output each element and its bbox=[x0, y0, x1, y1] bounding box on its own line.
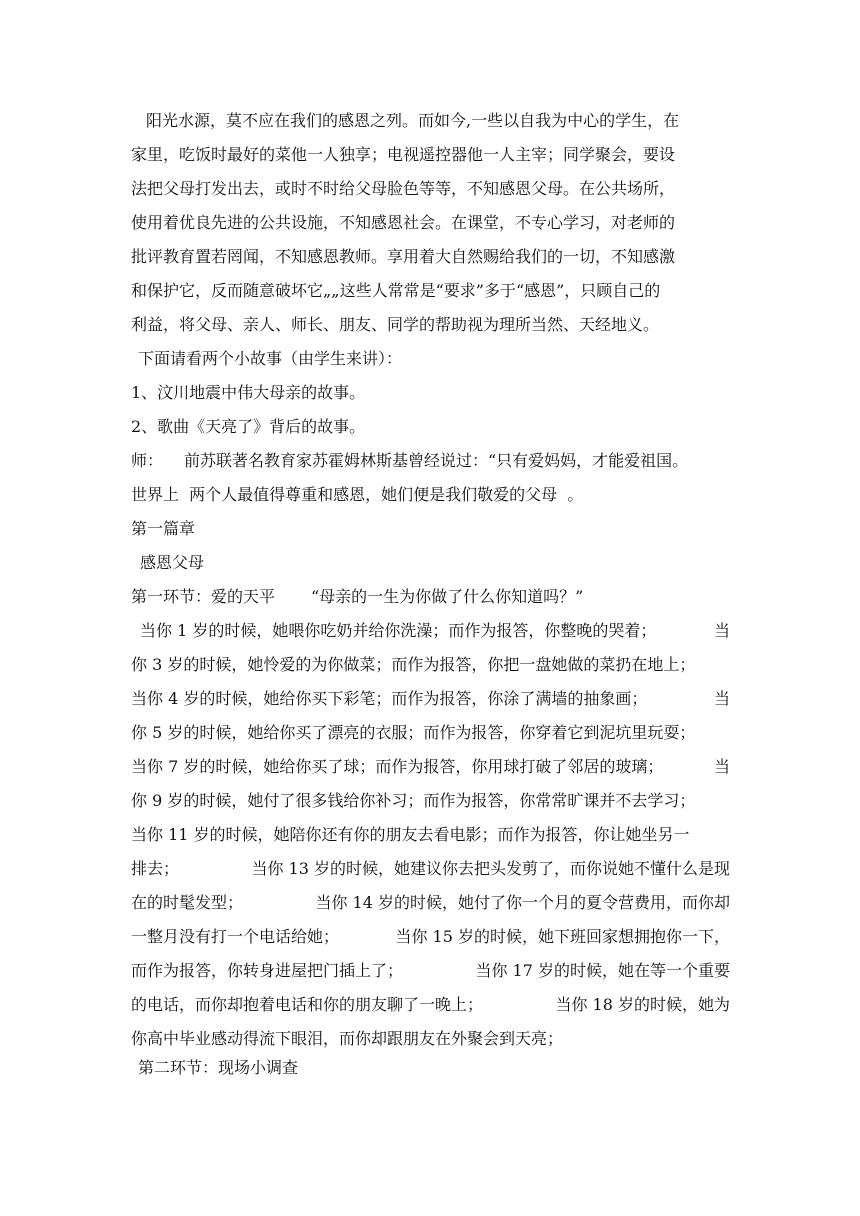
text-line: 在的时髦发型； 当你 14 岁的时候，她付了你一个月的夏令营费用，而你却 bbox=[131, 893, 730, 912]
section-2-label: 第二环节：现场小调查 bbox=[138, 1058, 299, 1077]
text-line: 当你 7 岁的时候，她给你买了球；而作为报答，你用球打破了邻居的玻璃； 当 bbox=[131, 757, 730, 776]
text-line: 排去； 当你 13 岁的时候，她建议你去把头发剪了，而你说她不懂什么是现 bbox=[131, 859, 730, 878]
section-1-question: “母亲的一生为你做了什么你知道吗？” bbox=[311, 587, 584, 606]
story-item-1: 1、汶川地震中伟大母亲的故事。 bbox=[131, 383, 366, 402]
text-line: 批评教育置若罔闻，不知感恩教师。享用着大自然赐给我们的一切，不知感激 bbox=[131, 247, 676, 266]
text-line: 你 3 岁的时候，她怜爱的为你做菜；而作为报答，你把一盘她做的菜扔在地上； bbox=[131, 655, 696, 674]
text-line: 利益，将父母、亲人、师长、朋友、同学的帮助视为理所当然、天经地义。 bbox=[131, 315, 660, 334]
text-line: 家里，吃饭时最好的菜他一人独享；电视遥控器他一人主宰；同学聚会，要设 bbox=[131, 145, 676, 164]
chapter-subtitle: 感恩父母 bbox=[140, 553, 205, 572]
text-line: 当你 11 岁的时候，她陪你还有你的朋友去看电影；而作为报答，你让她坐另一 bbox=[131, 825, 690, 844]
text-line: 你高中毕业感动得流下眼泪，而你却跟朋友在外聚会到天亮； bbox=[131, 1029, 564, 1048]
text-line: 的电话，而你却抱着电话和你的朋友聊了一晚上； 当你 18 岁的时候，她为 bbox=[131, 995, 730, 1014]
text-line: 一整月没有打一个电话给她； 当你 15 岁的时候，她下班回家想拥抱你一下， bbox=[131, 927, 730, 946]
text-line: 当你 4 岁的时候，她给你买下彩笔；而作为报答，你涂了满墙的抽象画； 当 bbox=[131, 689, 730, 708]
chapter-title: 第一篇章 bbox=[131, 519, 196, 538]
text-line: 你 5 岁的时候，她给你买了漂亮的衣服；而作为报答，你穿着它到泥坑里玩耍； bbox=[131, 723, 696, 742]
text-line: 当你 1 岁的时候，她喂你吃奶并给你洗澡；而作为报答，你整晚的哭着； 当 bbox=[140, 621, 730, 640]
section-1-label: 第一环节：爱的天平 bbox=[131, 587, 276, 606]
text-line: 和保护它，反而随意破坏它„„这些人常常是“要求”多于“感恩”，只顾自己的 bbox=[131, 281, 661, 300]
text-line: 而作为报答，你转身进屋把门插上了； 当你 17 岁的时候，她在等一个重要 bbox=[131, 961, 730, 980]
teacher-label: 师： bbox=[131, 451, 164, 470]
text-line: 阳光水源，莫不应在我们的感恩之列。而如今,一些以自我为中心的学生，在 bbox=[146, 111, 680, 130]
teacher-quote: 前苏联著名教育家苏霍姆林斯基曾经说过：“只有爱妈妈，才能爱祖国。 bbox=[184, 451, 689, 470]
teacher-quote-cont: 世界上 两个人最值得尊重和感恩，她们便是我们敬爱的父母 。 bbox=[131, 485, 584, 504]
story-item-2: 2、歌曲《天亮了》背后的故事。 bbox=[131, 417, 366, 436]
stories-intro: 下面请看两个小故事（由学生来讲）： bbox=[138, 349, 403, 368]
text-line: 使用着优良先进的公共设施，不知感恩社会。在课堂，不专心学习，对老师的 bbox=[131, 213, 676, 232]
text-line: 法把父母打发出去，或时不时给父母脸色等等，不知感恩父母。在公共场所， bbox=[131, 179, 676, 198]
text-line: 你 9 岁的时候，她付了很多钱给你补习；而作为报答，你常常旷课并不去学习； bbox=[131, 791, 696, 810]
